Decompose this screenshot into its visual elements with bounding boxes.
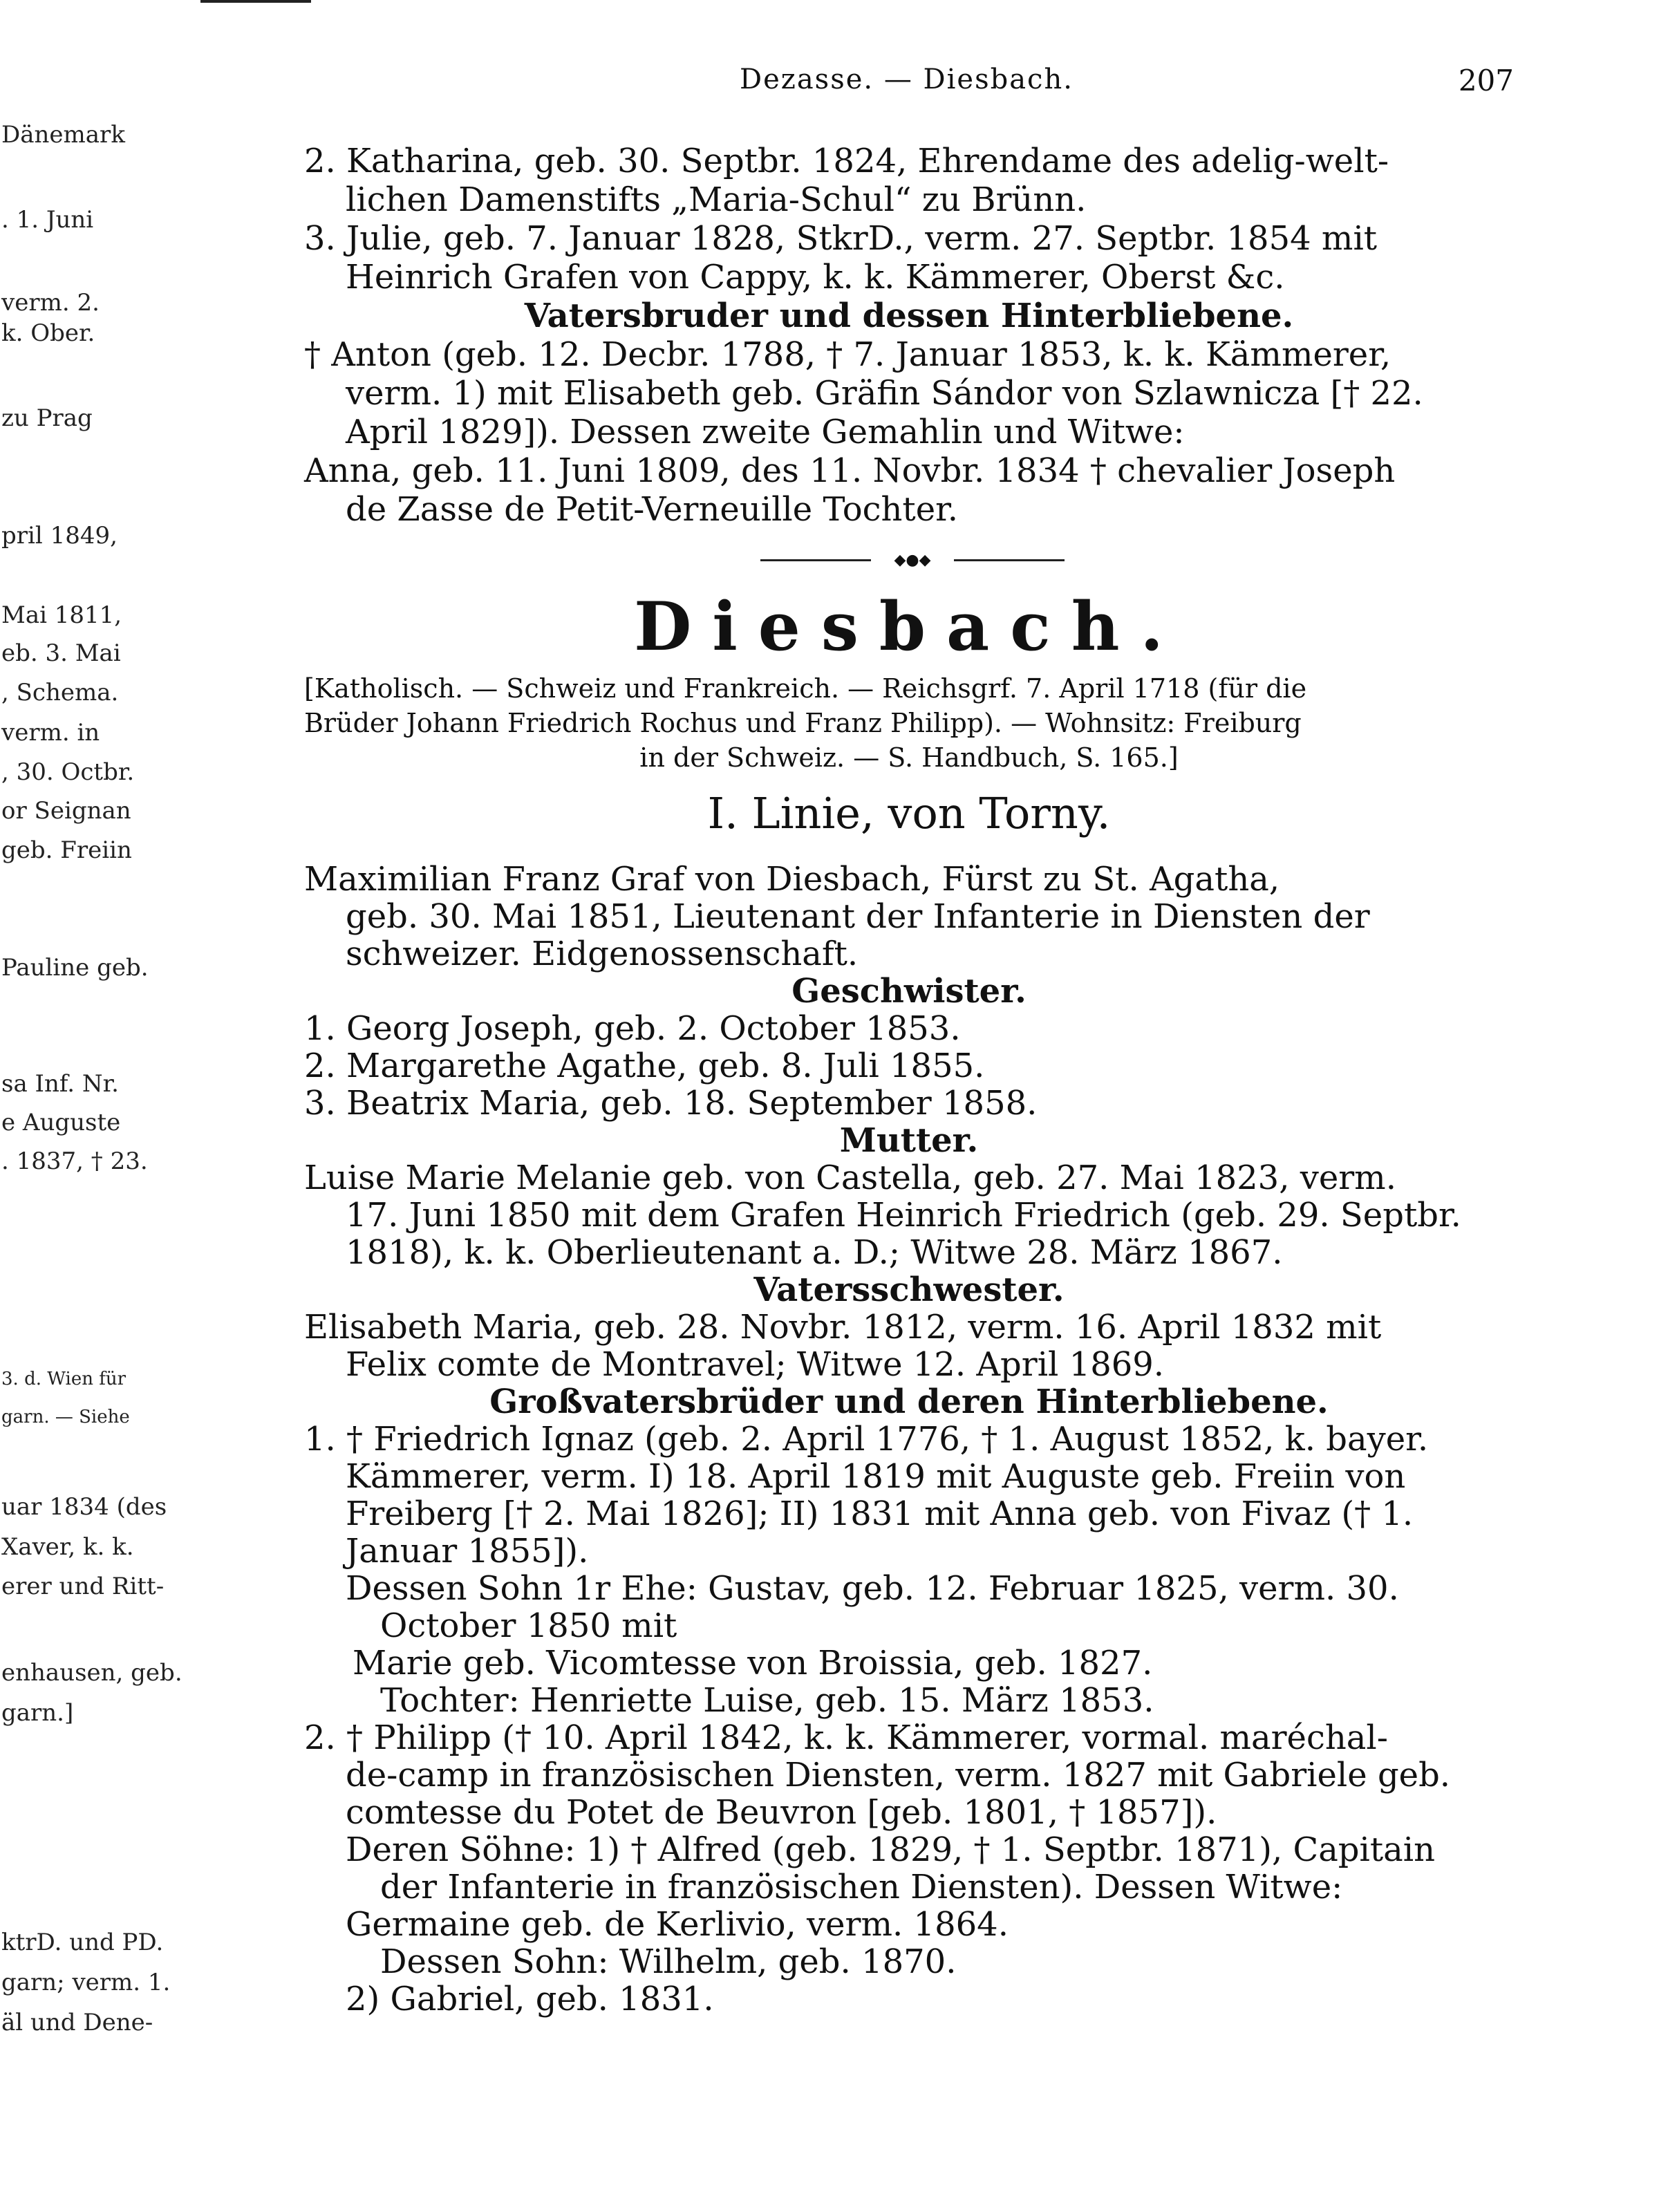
- running-head: Dezasse. — Diesbach.: [740, 64, 1074, 95]
- margin-fragment: ktrD. und PD.: [1, 1929, 164, 1956]
- text-line: 3. Beatrix Maria, geb. 18. September 1858.: [304, 1084, 1038, 1123]
- text-line: comtesse du Potet de Beuvron [geb. 1801, † 1857]).: [346, 1793, 1217, 1832]
- text-line: de-camp in französischen Diensten, verm. 1827 mit Gabriele geb.: [346, 1756, 1451, 1794]
- text-line: April 1829]). Dessen zweite Gemahlin und Witwe:: [346, 413, 1185, 451]
- text-line: Anna, geb. 11. Juni 1809, des 11. Novbr. 1834 † chevalier Joseph: [304, 451, 1396, 490]
- page-header: [304, 64, 1514, 105]
- text-line: 1818), k. k. Oberlieutenant a. D.; Witwe 28. März 1867.: [346, 1233, 1283, 1272]
- text-line: Marie geb. Vicomtesse von Broissia, geb. 1827.: [353, 1644, 1153, 1683]
- top-rule: [200, 0, 311, 3]
- text-line: verm. 1) mit Elisabeth geb. Gräfin Sándor von Szlawnicza [† 22.: [346, 374, 1423, 413]
- margin-fragment: garn.]: [1, 1699, 74, 1727]
- subheading: Geschwister.: [791, 972, 1027, 1011]
- text-line: Elisabeth Maria, geb. 28. Novbr. 1812, verm. 16. April 1832 mit: [304, 1308, 1382, 1347]
- margin-fragment: , 30. Octbr.: [1, 758, 135, 786]
- margin-fragment: äl und Dene-: [1, 2009, 153, 2036]
- text-line: Dessen Sohn 1r Ehe: Gustav, geb. 12. Februar 1825, verm. 30.: [346, 1569, 1399, 1608]
- description-line: in der Schweiz. — S. Handbuch, S. 165.]: [639, 742, 1179, 773]
- margin-fragment: Mai 1811,: [1, 601, 122, 629]
- margin-fragment: verm. in: [1, 719, 100, 747]
- page-number: 207: [1458, 64, 1514, 97]
- text-line: geb. 30. Mai 1851, Lieutenant der Infanterie in Diensten der: [346, 897, 1370, 936]
- margin-fragment: 3. d. Wien für: [1, 1369, 126, 1389]
- text-line: Luise Marie Melanie geb. von Castella, geb. 27. Mai 1823, verm.: [304, 1159, 1396, 1197]
- text-line: 2. Katharina, geb. 30. Septbr. 1824, Ehrendame des adelig-welt-: [304, 142, 1389, 180]
- subheading: Vatersbruder und dessen Hinterbliebene.: [524, 297, 1294, 335]
- subheading: Mutter.: [839, 1121, 979, 1160]
- text-line: 1. Georg Joseph, geb. 2. October 1853.: [304, 1009, 961, 1048]
- description-line: Brüder Johann Friedrich Rochus und Franz Philipp). — Wohnsitz: Freiburg: [304, 708, 1302, 738]
- margin-fragment: geb. Freiin: [1, 836, 132, 864]
- margin-fragment: erer und Ritt-: [1, 1573, 165, 1600]
- margin-fragment: garn; verm. 1.: [1, 1969, 171, 1996]
- margin-fragment: Dänemark: [1, 121, 125, 149]
- margin-fragment: garn. — Siehe: [1, 1407, 130, 1427]
- text-line: Freiberg [† 2. Mai 1826]; II) 1831 mit Anna geb. von Fivaz († 1.: [346, 1494, 1414, 1533]
- text-line: October 1850 mit: [380, 1606, 677, 1645]
- text-line: Heinrich Grafen von Cappy, k. k. Kämmerer, Oberst &c.: [346, 258, 1285, 297]
- text-line: Dessen Sohn: Wilhelm, geb. 1870.: [380, 1942, 957, 1981]
- facing-page-margin: [0, 0, 182, 2212]
- margin-fragment: e Auguste: [1, 1109, 121, 1136]
- text-line: 17. Juni 1850 mit dem Grafen Heinrich Friedrich (geb. 29. Septbr.: [346, 1196, 1461, 1235]
- margin-fragment: or Seignan: [1, 797, 131, 825]
- text-line: lichen Damenstifts „Maria-Schul“ zu Brünn.: [346, 180, 1087, 219]
- family-title: Diesbach.: [634, 588, 1184, 666]
- text-line: 2. Margarethe Agathe, geb. 8. Juli 1855.: [304, 1047, 985, 1085]
- margin-fragment: Xaver, k. k.: [1, 1533, 134, 1561]
- text-line: schweizer. Eidgenossenschaft.: [346, 935, 859, 973]
- subheading: Vatersschwester.: [753, 1271, 1065, 1309]
- margin-fragment: eb. 3. Mai: [1, 639, 121, 667]
- text-line: Januar 1855]).: [346, 1532, 589, 1571]
- text-line: Tochter: Henriette Luise, geb. 15. März 1853.: [380, 1681, 1154, 1720]
- text-line: Germaine geb. de Kerlivio, verm. 1864.: [346, 1905, 1009, 1944]
- margin-fragment: verm. 2.: [1, 289, 100, 317]
- subheading: Großvatersbrüder und deren Hinterbliebene.: [489, 1382, 1329, 1421]
- text-line: 2) Gabriel, geb. 1831.: [346, 1980, 714, 2018]
- margin-fragment: . 1837, † 23.: [1, 1147, 148, 1175]
- text-line: 1. † Friedrich Ignaz (geb. 2. April 1776, † 1. August 1852, k. bayer.: [304, 1420, 1429, 1459]
- margin-fragment: . 1. Juni: [1, 206, 94, 234]
- text-line: 3. Julie, geb. 7. Januar 1828, StkrD., verm. 27. Septbr. 1854 mit: [304, 219, 1378, 258]
- text-line: † Anton (geb. 12. Decbr. 1788, † 7. Januar 1853, k. k. Kämmerer,: [304, 335, 1391, 374]
- margin-fragment: enhausen, geb.: [1, 1659, 182, 1687]
- text-line: Felix comte de Montravel; Witwe 12. April 1869.: [346, 1345, 1165, 1384]
- text-line: de Zasse de Petit-Verneuille Tochter.: [346, 490, 959, 529]
- text-line: der Infanterie in französischen Diensten). Dessen Witwe:: [380, 1868, 1343, 1906]
- text-line: Maximilian Franz Graf von Diesbach, Fürst zu St. Agatha,: [304, 860, 1280, 899]
- text-line: 2. † Philipp († 10. April 1842, k. k. Kämmerer, vormal. maréchal-: [304, 1718, 1388, 1757]
- margin-fragment: , Schema.: [1, 679, 119, 706]
- margin-fragment: zu Prag: [1, 404, 93, 432]
- section-title: I. Linie, von Torny.: [707, 788, 1111, 838]
- margin-fragment: uar 1834 (des: [1, 1493, 167, 1521]
- description-line: [Katholisch. — Schweiz und Frankreich. — Reichsgrf. 7. April 1718 (für die: [304, 673, 1307, 704]
- ornamental-divider: ◆●◆: [760, 554, 1065, 568]
- margin-fragment: sa Inf. Nr.: [1, 1070, 119, 1098]
- margin-fragment: Pauline geb.: [1, 954, 149, 982]
- margin-fragment: pril 1849,: [1, 522, 118, 550]
- text-line: Kämmerer, verm. I) 18. April 1819 mit Auguste geb. Freiin von: [346, 1457, 1406, 1496]
- margin-fragment: k. Ober.: [1, 319, 95, 347]
- text-line: Deren Söhne: 1) † Alfred (geb. 1829, † 1. Septbr. 1871), Capitain: [346, 1830, 1436, 1869]
